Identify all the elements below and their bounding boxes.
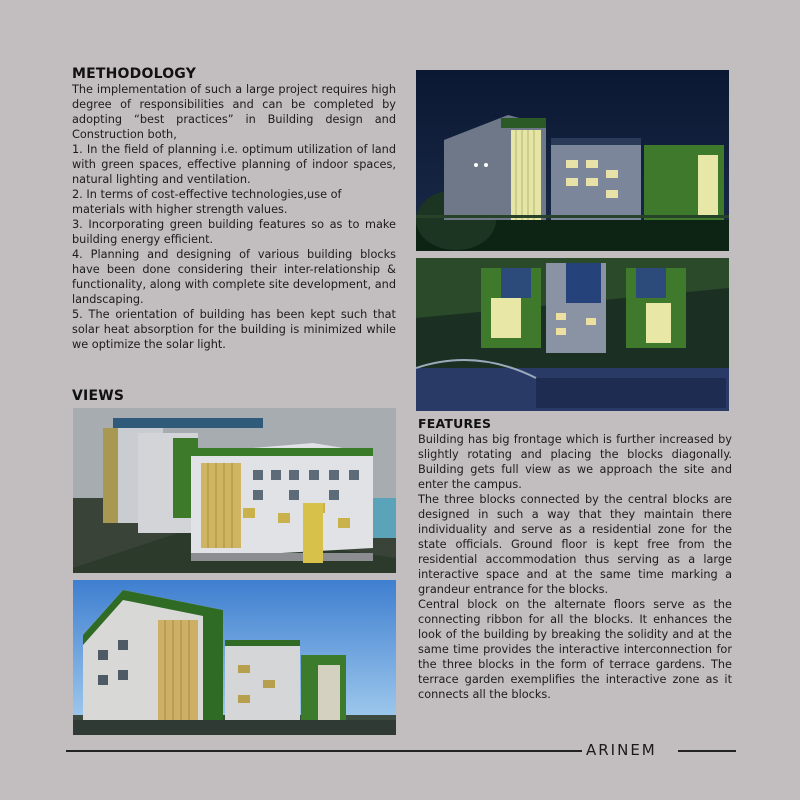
footer-rule-right: [678, 750, 736, 752]
methodology-point-4: 4. Planning and designing of various building blocks have been done considering their inter-relationship & functionality, along with complete site development, and landscaping.: [72, 248, 396, 306]
methodology-heading: METHODOLOGY: [72, 66, 197, 82]
day-perspective-render: [73, 580, 396, 735]
footer-rule-left: [66, 750, 582, 752]
night-aerial-render: [416, 258, 729, 411]
methodology-point-5: 5. The orientation of building has been kept such that solar heat absorption for the building is minimized while we optimize the solar light.: [72, 308, 396, 351]
features-paragraph-1: Building has big frontage which is further increased by slightly rotating and placing the blocks diagonally. Building gets full view as we approach the site and enter the campus.: [418, 433, 732, 491]
features-paragraph-2: The three blocks connected by the central blocks are designed in such a way that they maintain there individuality and serve as a residential zone for the state officials. Ground floor is kept free from the residential accommodation thus serving as a large interactive space and at the same time marking a grandeur entrance for the blocks.: [418, 493, 732, 596]
features-paragraph-3: Central block on the alternate floors serve as the connecting ribbon for all the blocks. It enhances the look of the building by breaking the solidity and at the same time provides the interactive interconnection for the three blocks in the form of terrace gardens. The terrace garden exemplifies the interactive zone as it connects all the blocks.: [418, 598, 732, 701]
features-heading: FEATURES: [418, 416, 492, 431]
features-text: [418, 432, 732, 702]
methodology-intro: The implementation of such a large project requires high degree of responsibilities and can be completed by adopting “best practices” in Building design and Construction both,: [72, 83, 396, 141]
day-aerial-render: [73, 408, 396, 573]
methodology-point-3: 3. Incorporating green building features so as to make building energy efficient.: [72, 218, 396, 246]
night-front-render: [416, 70, 729, 251]
methodology-point-2: 2. In terms of cost-effective technologies,use of materials with higher strength values.: [72, 188, 342, 216]
methodology-point-1: 1. In the field of planning i.e. optimum utilization of land with green spaces, effective planning of indoor spaces, natural lighting and ventilation.: [72, 143, 396, 186]
methodology-text: [72, 82, 396, 352]
views-heading: VIEWS: [72, 388, 125, 404]
footer-brand: ARINEM: [586, 741, 657, 759]
